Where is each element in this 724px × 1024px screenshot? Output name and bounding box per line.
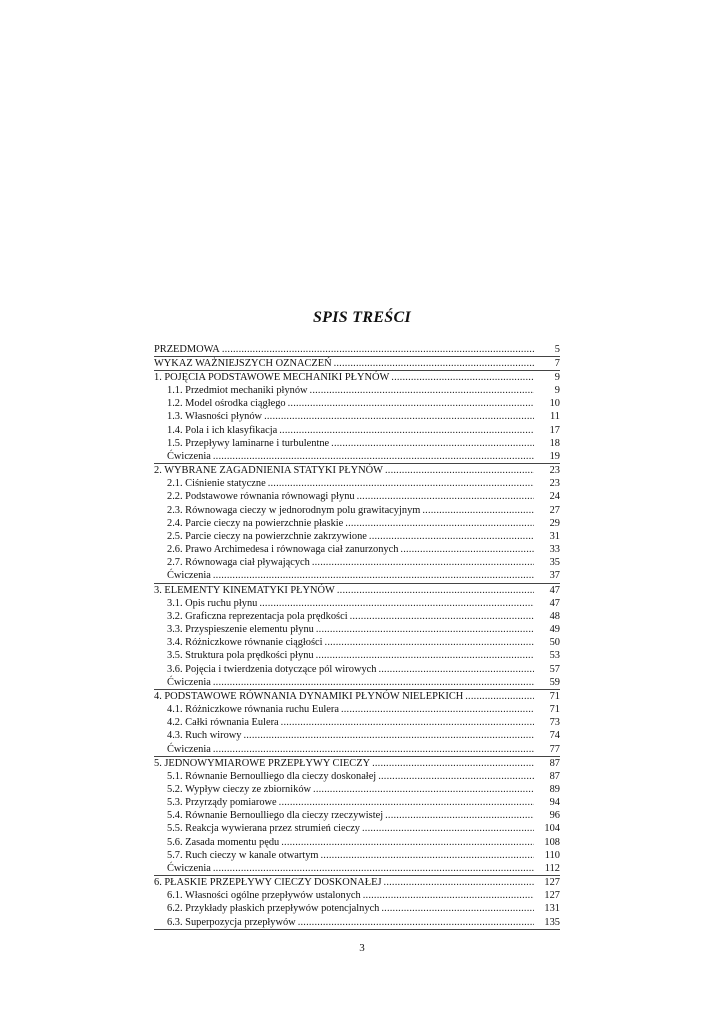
toc-entry-label: 4.3. Ruch wirowy xyxy=(167,730,242,742)
toc-entry[interactable] xyxy=(154,916,560,929)
toc-entry-label: 2. WYBRANE ZAGADNIENIA STATYKI PŁYNÓW xyxy=(154,465,383,477)
toc-dot-leader xyxy=(222,343,534,356)
toc-section xyxy=(154,757,560,877)
toc-dot-leader xyxy=(363,889,534,902)
toc-entry-label: Ćwiczenia xyxy=(167,743,211,755)
toc-entry-label: 1. POJĘCIA PODSTAWOWE MECHANIKI PŁYNÓW xyxy=(154,372,390,383)
toc-dot-leader xyxy=(391,371,534,384)
toc-entry-label: 2.5. Parcie cieczy na powierzchnie zakrzywione xyxy=(167,530,367,542)
toc-entry-label: 5.1. Równanie Bernoulliego dla cieczy doskonałej xyxy=(167,770,377,782)
toc-entry-page: 5 xyxy=(554,344,560,355)
toc-section xyxy=(154,690,560,757)
toc-entry-page: 37 xyxy=(549,570,560,582)
toc-entry-label: 2.1. Ciśnienie statyczne xyxy=(167,478,266,490)
toc-entry-page: 89 xyxy=(549,783,560,795)
toc-dot-leader xyxy=(385,464,534,477)
toc-dot-leader xyxy=(268,477,534,490)
toc-entry[interactable] xyxy=(154,504,560,517)
toc-dot-leader xyxy=(316,623,534,636)
toc-entry-page: 108 xyxy=(544,836,560,848)
toc-entry[interactable] xyxy=(154,729,560,742)
toc-dot-leader xyxy=(320,849,534,862)
toc-entry-page: 27 xyxy=(549,504,560,516)
toc-dot-leader xyxy=(313,783,534,796)
toc-dot-leader xyxy=(331,437,534,450)
toc-dot-leader xyxy=(213,450,534,463)
toc-entry[interactable] xyxy=(154,384,560,397)
toc-dot-leader xyxy=(316,649,534,662)
toc-dot-leader xyxy=(213,743,534,756)
toc-entry[interactable] xyxy=(154,902,560,915)
toc-entry-label: Ćwiczenia xyxy=(167,570,211,582)
toc-entry-page: 10 xyxy=(549,398,560,410)
toc-entry-label: 3.5. Struktura pola prędkości płynu xyxy=(167,650,314,662)
toc-entry-label: 5.3. Przyrządy pomiarowe xyxy=(167,797,277,809)
toc-dot-leader xyxy=(279,424,534,437)
toc-entry[interactable] xyxy=(154,477,560,490)
toc-entry-label: 1.2. Model ośrodka ciągłego xyxy=(167,398,286,410)
toc-section xyxy=(154,357,560,371)
toc-entry[interactable] xyxy=(154,649,560,662)
toc-entry-label: WYKAZ WAŻNIEJSZYCH OZNACZEŃ xyxy=(154,358,332,369)
toc-dot-leader xyxy=(384,876,534,889)
toc-entry-label: 2.6. Prawo Archimedesa i równowaga ciał zanurzonych xyxy=(167,544,399,556)
toc-entry-label: Ćwiczenia xyxy=(167,450,211,462)
toc-entry[interactable] xyxy=(154,663,560,676)
toc-dot-leader xyxy=(372,757,534,770)
toc-entry[interactable] xyxy=(154,530,560,543)
toc-entry-label: 1.4. Pola i ich klasyfikacja xyxy=(167,424,278,436)
toc-entry[interactable] xyxy=(154,716,560,729)
toc-entry-label: 3.3. Przyspieszenie elementu płynu xyxy=(167,624,314,635)
toc-section xyxy=(154,584,560,690)
toc-entry-page: 33 xyxy=(549,544,560,556)
toc-entry-label: Ćwiczenia xyxy=(167,676,211,688)
toc-entry-page: 23 xyxy=(549,478,560,490)
toc-entry-label: 3.1. Opis ruchu płynu xyxy=(167,597,258,609)
toc-entry[interactable] xyxy=(154,490,560,503)
toc-entry-page: 87 xyxy=(549,757,560,769)
toc-entry[interactable] xyxy=(154,889,560,902)
toc-entry-label: 2.7. Równowaga ciał pływających xyxy=(167,557,310,569)
toc-entry-label: Ćwiczenia xyxy=(167,863,211,874)
toc-chapter-entry[interactable] xyxy=(154,584,560,597)
toc-entry[interactable] xyxy=(154,796,560,809)
toc-entry[interactable] xyxy=(154,809,560,822)
toc-entry-page: 53 xyxy=(549,650,560,662)
table-of-contents xyxy=(154,343,560,930)
toc-dot-leader xyxy=(334,357,534,370)
toc-entry-label: 2.3. Równowaga cieczy w jednorodnym polu grawitacyjnym xyxy=(167,504,421,516)
toc-entry-label: 1.5. Przepływy laminarne i turbulentne xyxy=(167,437,330,449)
toc-entry-page: 35 xyxy=(549,557,560,569)
toc-entry-page: 135 xyxy=(544,916,560,928)
toc-entry-page: 57 xyxy=(549,663,560,675)
toc-entry[interactable] xyxy=(154,623,560,636)
toc-entry-label: 5.4. Równanie Bernoulliego dla cieczy rzeczywistej xyxy=(167,810,384,822)
toc-dot-leader xyxy=(378,770,534,783)
toc-dot-leader xyxy=(243,729,534,742)
toc-entry-page: 48 xyxy=(549,610,560,622)
toc-dot-leader xyxy=(281,836,534,849)
toc-entry-label: 1.1. Przedmiot mechaniki płynów xyxy=(167,385,308,396)
toc-dot-leader xyxy=(381,902,534,915)
toc-dot-leader xyxy=(279,796,534,809)
toc-dot-leader xyxy=(288,397,534,410)
toc-dot-leader xyxy=(362,822,534,835)
toc-entry-page: 110 xyxy=(544,849,560,861)
toc-entry[interactable] xyxy=(154,676,560,689)
toc-entry[interactable] xyxy=(154,569,560,582)
toc-entry[interactable] xyxy=(154,783,560,796)
toc-dot-leader xyxy=(312,556,534,569)
toc-entry-page: 94 xyxy=(549,797,560,809)
toc-entry-page: 71 xyxy=(549,703,560,715)
toc-dot-leader xyxy=(357,490,534,503)
toc-entry[interactable] xyxy=(154,636,560,649)
toc-entry[interactable] xyxy=(154,450,560,463)
toc-dot-leader xyxy=(264,410,534,423)
toc-entry-page: 96 xyxy=(549,810,560,822)
toc-dot-leader xyxy=(213,862,534,875)
toc-entry-page: 23 xyxy=(549,465,560,477)
toc-dot-leader xyxy=(345,517,534,530)
toc-chapter-entry[interactable] xyxy=(154,757,560,770)
toc-entry-page: 31 xyxy=(549,530,560,542)
toc-entry-label: 2.4. Parcie cieczy na powierzchnie płaskie xyxy=(167,517,344,529)
toc-entry[interactable] xyxy=(154,543,560,556)
page-number: 3 xyxy=(359,942,365,954)
toc-entry-page: 74 xyxy=(549,730,560,742)
toc-entry-label: 6. PŁASKIE PRZEPŁYWY CIECZY DOSKONAŁEJ xyxy=(154,877,382,889)
toc-entry-page: 7 xyxy=(554,358,560,369)
toc-entry[interactable] xyxy=(154,610,560,623)
toc-entry-page: 49 xyxy=(549,624,560,635)
toc-section xyxy=(154,343,560,357)
toc-chapter-entry[interactable] xyxy=(154,357,560,370)
toc-chapter-entry[interactable] xyxy=(154,464,560,477)
toc-entry-page: 59 xyxy=(549,676,560,688)
toc-entry[interactable] xyxy=(154,743,560,756)
toc-entry-page: 104 xyxy=(544,823,560,835)
toc-dot-leader xyxy=(213,676,534,689)
toc-entry-label: 5.2. Wypływ cieczy ze zbiorników xyxy=(167,783,312,795)
toc-entry[interactable] xyxy=(154,703,560,716)
toc-entry[interactable] xyxy=(154,822,560,835)
toc-entry-label: 3. ELEMENTY KINEMATYKI PŁYNÓW xyxy=(154,584,335,596)
toc-entry-page: 17 xyxy=(549,424,560,436)
toc-entry[interactable] xyxy=(154,556,560,569)
toc-chapter-entry[interactable] xyxy=(154,371,560,384)
toc-dot-leader xyxy=(310,384,534,397)
toc-dot-leader xyxy=(422,504,534,517)
toc-dot-leader xyxy=(281,716,534,729)
toc-dot-leader xyxy=(400,543,534,556)
toc-dot-leader xyxy=(213,569,534,582)
toc-dot-leader xyxy=(385,809,534,822)
toc-entry-page: 71 xyxy=(549,690,560,702)
toc-entry-page: 11 xyxy=(549,411,560,423)
toc-entry[interactable] xyxy=(154,424,560,437)
toc-entry-page: 19 xyxy=(549,450,560,462)
toc-entry-label: 6.1. Własności ogólne przepływów ustalonych xyxy=(167,890,361,902)
toc-entry-page: 9 xyxy=(554,385,560,396)
toc-dot-leader xyxy=(378,663,534,676)
toc-entry-label: 1.3. Własności płynów xyxy=(167,411,263,423)
toc-entry-page: 73 xyxy=(549,717,560,729)
toc-entry-label: 2.2. Podstawowe równania równowagi płynu xyxy=(167,491,355,503)
toc-entry-label: 3.6. Pojęcia i twierdzenia dotyczące pól wirowych xyxy=(167,663,377,675)
toc-entry-page: 127 xyxy=(544,877,560,889)
toc-dot-leader xyxy=(259,597,534,610)
toc-entry-page: 18 xyxy=(549,437,560,449)
toc-entry-label: 4. PODSTAWOWE RÓWNANIA DYNAMIKI PŁYNÓW NIELEPKICH xyxy=(154,690,464,702)
toc-section xyxy=(154,371,560,464)
toc-chapter-entry[interactable] xyxy=(154,876,560,889)
toc-dot-leader xyxy=(350,610,534,623)
toc-section xyxy=(154,464,560,584)
toc-entry-label: 4.1. Różniczkowe równania ruchu Eulera xyxy=(167,703,339,715)
toc-entry-label: 3.4. Różniczkowe równanie ciągłości xyxy=(167,637,323,649)
toc-dot-leader xyxy=(298,916,534,929)
toc-entry[interactable] xyxy=(154,517,560,530)
toc-dot-leader xyxy=(337,584,534,597)
toc-entry-label: 5. JEDNOWYMIAROWE PRZEPŁYWY CIECZY xyxy=(154,757,371,769)
toc-entry[interactable] xyxy=(154,397,560,410)
toc-dot-leader xyxy=(341,703,534,716)
toc-entry-page: 47 xyxy=(549,584,560,596)
toc-dot-leader xyxy=(369,530,534,543)
toc-entry-page: 24 xyxy=(549,491,560,503)
toc-entry-label: 3.2. Graficzna reprezentacja pola prędkości xyxy=(167,610,348,622)
toc-entry[interactable] xyxy=(154,437,560,450)
toc-entry-page: 77 xyxy=(549,743,560,755)
toc-entry-page: 47 xyxy=(549,597,560,609)
toc-entry[interactable] xyxy=(154,770,560,783)
toc-entry-label: 5.6. Zasada momentu pędu xyxy=(167,836,280,848)
toc-entry-label: 4.2. Całki równania Eulera xyxy=(167,717,279,729)
toc-entry-page: 131 xyxy=(544,903,560,915)
toc-entry[interactable] xyxy=(154,836,560,849)
toc-section xyxy=(154,876,560,930)
page-title: SPIS TREŚCI xyxy=(312,309,411,326)
toc-entry-page: 112 xyxy=(544,863,560,874)
toc-entry-page: 50 xyxy=(549,637,560,649)
toc-entry-page: 127 xyxy=(544,890,560,902)
toc-chapter-entry[interactable] xyxy=(154,343,560,356)
toc-entry-label: 5.5. Reakcja wywierana przez strumień cieczy xyxy=(167,823,360,835)
toc-entry-label: 5.7. Ruch cieczy w kanale otwartym xyxy=(167,849,319,861)
toc-entry-page: 87 xyxy=(549,770,560,782)
toc-entry-page: 9 xyxy=(554,372,560,383)
toc-entry[interactable] xyxy=(154,862,560,875)
toc-dot-leader xyxy=(465,690,534,703)
toc-entry[interactable] xyxy=(154,849,560,862)
toc-dot-leader xyxy=(325,636,534,649)
toc-chapter-entry[interactable] xyxy=(154,690,560,703)
toc-entry-label: 6.2. Przykłady płaskich przepływów potencjalnych xyxy=(167,903,380,915)
toc-entry[interactable] xyxy=(154,410,560,423)
toc-entry-page: 29 xyxy=(549,517,560,529)
toc-entry-label: 6.3. Superpozycja przepływów xyxy=(167,916,296,928)
toc-entry[interactable] xyxy=(154,597,560,610)
toc-entry-label: PRZEDMOWA xyxy=(154,344,220,355)
